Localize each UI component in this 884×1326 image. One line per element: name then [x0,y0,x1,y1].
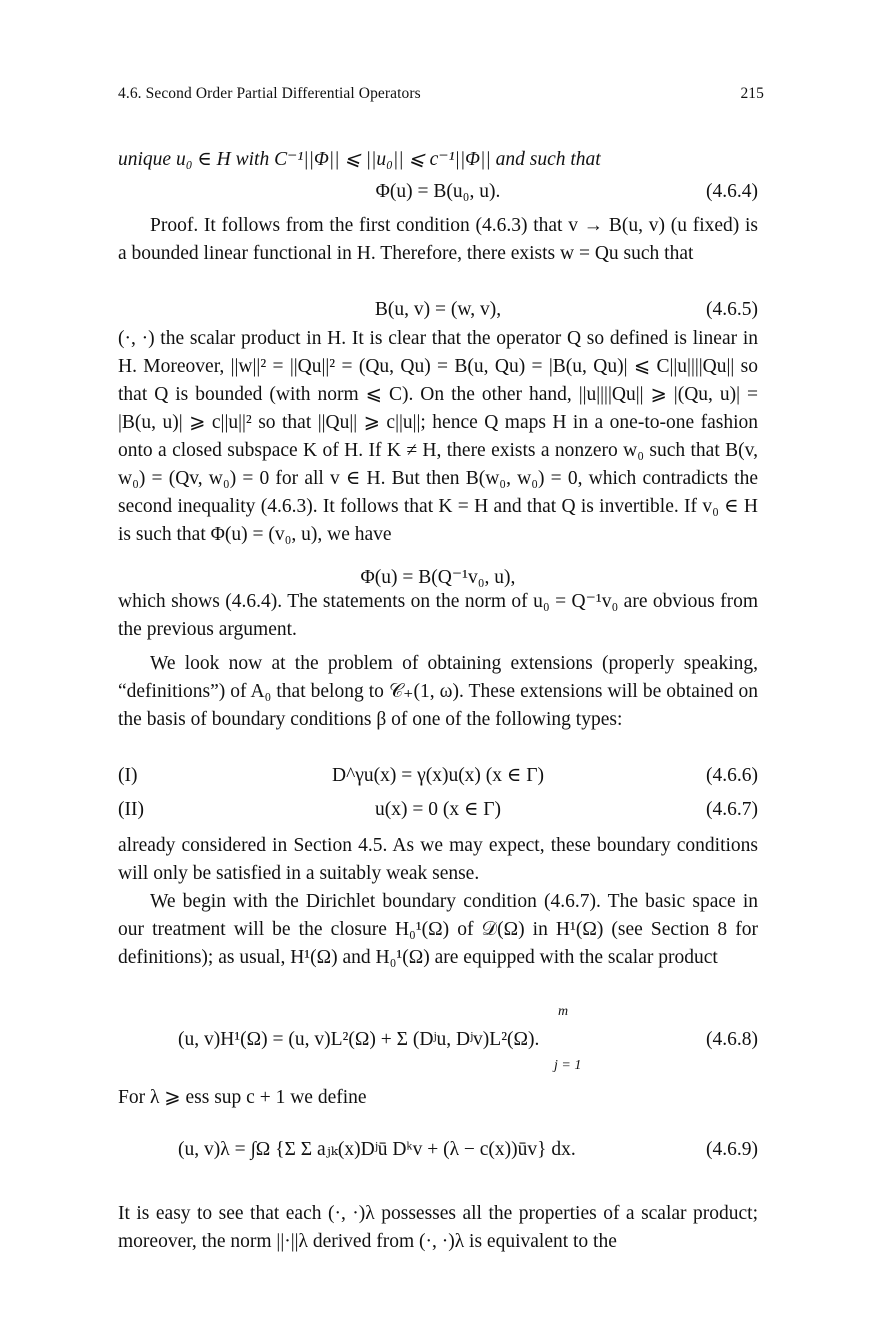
paragraph-text: For λ ⩾ ess sup c + 1 we define [118,1087,367,1108]
equation-body: D^γu(x) = γ(x)u(x) (x ∈ Γ) [332,765,544,786]
proof-paragraph-2 [118,325,758,549]
equation-4-6-4 [118,178,758,206]
sum-lower-limit: j = 1 [554,1058,582,1073]
proof-paragraph-3 [118,588,758,644]
theorem-statement-line: unique u₀ ∈ H with C⁻¹||Φ|| ⩽ ||u₀|| ⩽ c⁻¹||Φ|| and such that [118,149,601,170]
equation-body: Φ(u) = B(Q⁻¹v₀, u), [360,567,516,588]
paragraph-dirichlet [118,888,758,972]
equation-body: (u, v)λ = ∫Ω {Σ Σ aⱼₖ(x)Dʲū Dᵏv + (λ − c(x))ūv} dx. [178,1139,576,1160]
paragraph-considered [118,832,758,888]
theorem-tail [118,146,758,174]
paragraph-extensions [118,650,758,734]
proof-text: Proof. It follows from the first condition (4.6.3) that v → B(u, v) (u fixed) is a bounded linear functional in H. Therefore, there exists w = Qu such that [118,215,758,264]
running-header-title: 4.6. Second Order Partial Differential Operators [118,85,421,102]
equation-4-6-8 [118,1000,758,1086]
equation-4-6-9 [118,1130,758,1170]
condition-label: (II) [118,799,144,820]
condition-I [118,762,758,790]
equation-number: (4.6.5) [706,299,758,320]
sum-upper-limit: m [558,1004,569,1019]
paragraph-text: It is easy to see that each (·, ·)λ possesses all the properties of a scalar product; moreover, the norm ||·||λ derived from (·, ·)λ is equivalent to the [118,1203,758,1252]
condition-label: (I) [118,765,138,786]
proof-text: (·, ·) the scalar product in H. It is clear that the operator Q so defined is linear in H. Moreover, ||w||² = ||Qu||² = (Qu, Qu) = B(u, Qu) = |B(u, Qu)| ⩽ C||u||||Qu|| so that Q is bounded (with norm ⩽ C). On the other hand, ||u||||Qu|| ⩾ |(Qu, u)| = |B(u, u)| ⩾ c||u||² so that ||Qu|| ⩾ c||u||; hence Q maps H in a one-to-one fashion onto a closed subspace K of H. If K ≠ H, there exists a nonzero w₀ such that B(v, w₀) = (Qv, w₀) = 0 for all v ∈ H. But then B(w₀, w₀) = 0, which contradicts the second inequality (4.6.3). It follows that K = H and that Q is invertible. If v₀ ∈ H is such that Φ(u) = (v₀, u), we have [118,328,758,545]
proof-text: which shows (4.6.4). The statements on the norm of u₀ = Q⁻¹v₀ are obvious from the previous argument. [118,591,758,640]
equation-4-6-5 [118,296,758,324]
paragraph-text: We look now at the problem of obtaining extensions (properly speaking, “definitions”) of A₀ that belong to 𝒞₊(1, ω). These extensions will be obtained on the basis of boundary conditions β of one of the following types: [118,653,758,730]
condition-II [118,796,758,824]
equation-body: Φ(u) = B(u₀, u). [375,181,501,202]
paragraph-text: already considered in Section 4.5. As we may expect, these boundary conditions will only be satisfied in a suitably weak sense. [118,835,758,884]
equation-number: (4.6.4) [706,181,758,202]
equation-body: B(u, v) = (w, v), [374,299,502,320]
paragraph-text: We begin with the Dirichlet boundary condition (4.6.7). The basic space in our treatment will be the closure H₀¹(Ω) of 𝒟(Ω) in H¹(Ω) (see Section 8 for definitions); as usual, H¹(Ω) and H₀¹(Ω) are equipped with the scalar product [118,891,758,968]
paragraph-lambda [118,1084,758,1112]
equation-number: (4.6.7) [706,799,758,820]
equation-body: u(x) = 0 (x ∈ Γ) [374,799,502,820]
equation-number: (4.6.8) [706,1029,758,1050]
equation-number: (4.6.6) [706,765,758,786]
page-number: 215 [740,85,764,102]
equation-number: (4.6.9) [706,1139,758,1160]
equation-body: (u, v)H¹(Ω) = (u, v)L²(Ω) + Σ (Dʲu, Dʲv)L²(Ω). [178,1029,540,1050]
proof-paragraph-1 [118,212,758,268]
paragraph-final [118,1200,758,1256]
